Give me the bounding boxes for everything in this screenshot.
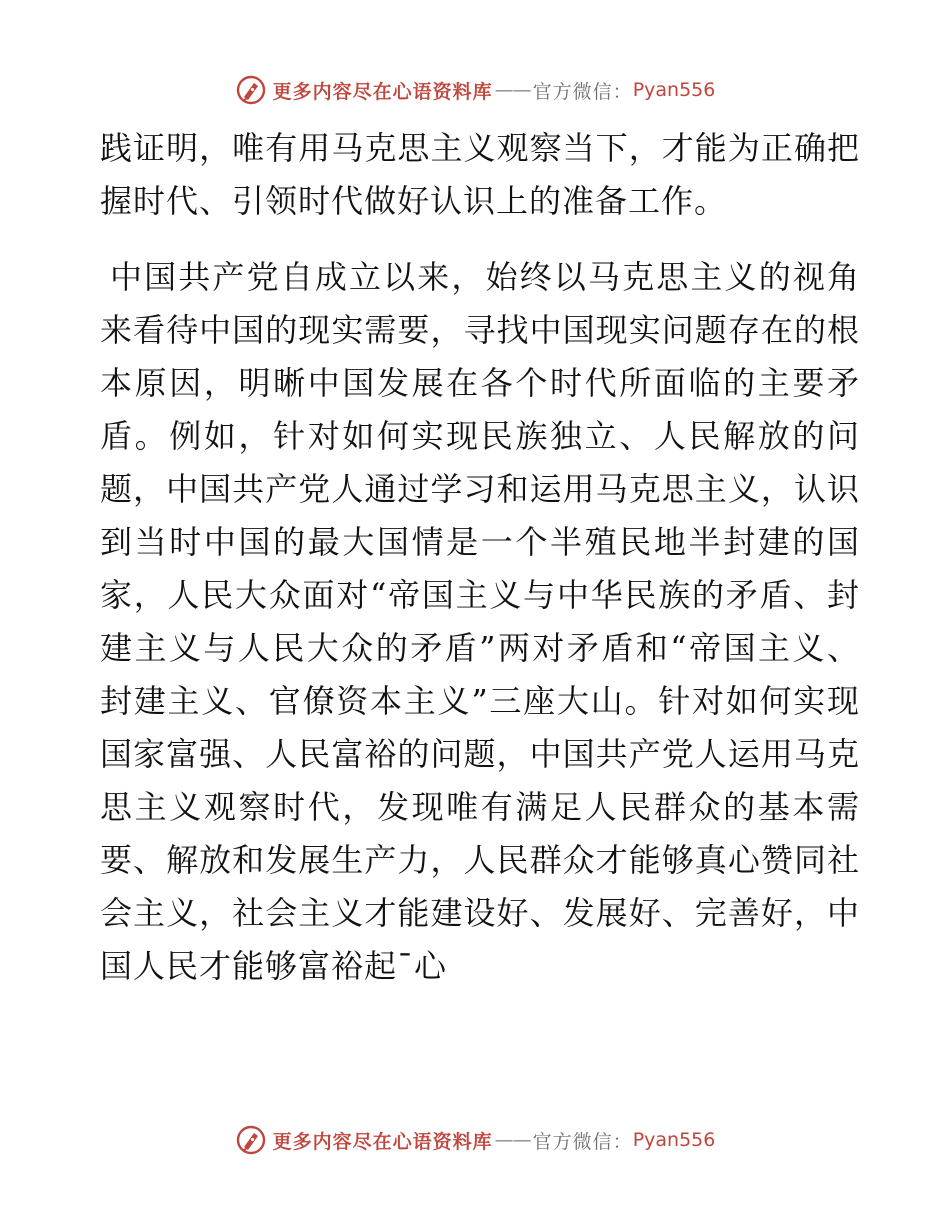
banner-dash: ——	[494, 79, 531, 101]
header-banner	[0, 70, 950, 110]
body-paragraph: 践证明，唯有用马克思主义观察当下，才能为正确把握时代、引领时代做好认识上的准备工作。	[100, 129, 860, 220]
banner-dash: ——	[494, 1129, 531, 1151]
banner-wechat-id: Pyan556	[632, 1129, 716, 1151]
footer-banner	[0, 1120, 950, 1160]
banner-site-name: 更多内容尽在心语资料库	[272, 80, 493, 103]
document-body	[100, 122, 860, 993]
banner-site-name: 更多内容尽在心语资料库	[272, 1130, 493, 1153]
pen-nib-logo-icon	[235, 74, 267, 106]
banner-wechat-label: 官方微信：	[532, 1130, 633, 1153]
body-paragraph: 中国共产党自成立以来，始终以马克思主义的视角来看待中国的现实需要，寻找中国现实问题存在的根本原因，明晰中国发展在各个时代所面临的主要矛盾。例如，针对如何实现民族独立、人民解放的问题，中国共产党人通过学习和运用马克思主义，认识到当时中国的最大国情是一个半殖民地半封建的国家，人民大众面对“帝国主义与中华民族的矛盾、封建主义与人民大众的矛盾”两对矛盾和“帝国主义、封建主义、官僚资本主义”三座大山。针对如何实现国家富强、人民富裕的问题，中国共产党人运用马克思主义观察时代，发现唯有满足人民群众的基本需要、解放和发展生产力，人民群众才能够真心赞同社会主义，社会主义才能建设好、发展好、完善好，中国人民才能够富裕起¯心	[100, 258, 860, 985]
banner-wechat-label: 官方微信：	[532, 80, 633, 103]
pen-nib-logo-icon	[235, 1124, 267, 1156]
banner-wechat-id: Pyan556	[632, 79, 716, 101]
